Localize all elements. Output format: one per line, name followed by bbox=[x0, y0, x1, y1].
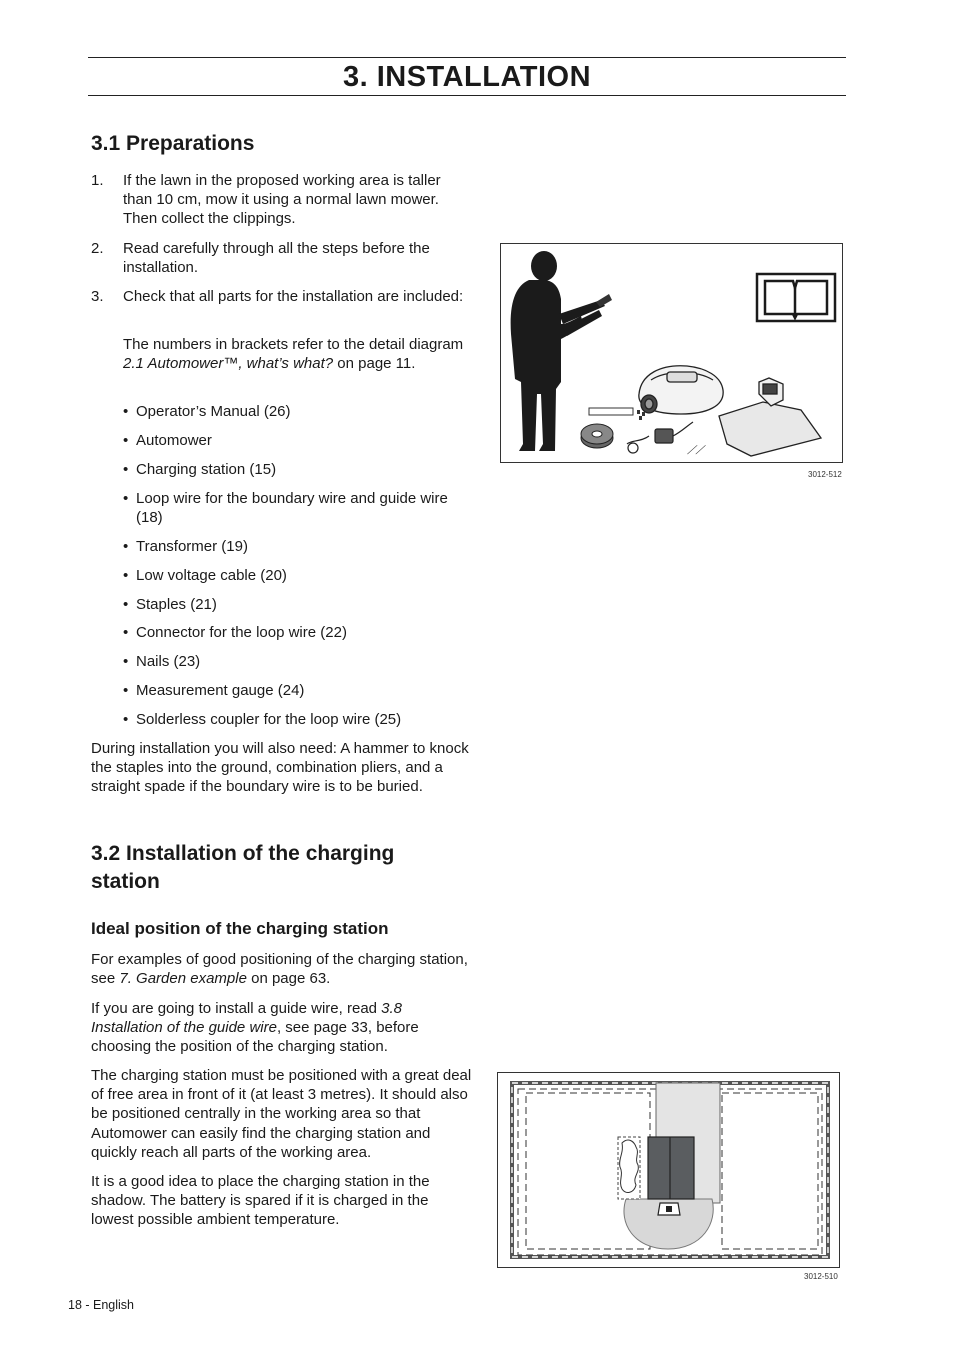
working-area-diagram bbox=[498, 1073, 839, 1267]
parts-list-item bbox=[123, 595, 473, 614]
bullet-icon: • bbox=[123, 538, 129, 555]
bullet-icon: • bbox=[123, 490, 129, 507]
parts-list-item bbox=[123, 460, 473, 479]
parts-list-item bbox=[123, 489, 473, 527]
bullet-icon: • bbox=[123, 682, 129, 699]
detail-diagram-note: The numbers in brackets refer to the detail diagram 2.1 Automower™, what’s what? on page 11. bbox=[123, 336, 464, 373]
parts-list-item bbox=[123, 652, 473, 671]
paragraph-garden-example: For examples of good positioning of the charging station, see 7. Garden example on page 63. bbox=[91, 951, 468, 988]
wire-spool-icon bbox=[581, 424, 613, 448]
parts-list-item-text: Nails (23) bbox=[136, 653, 201, 670]
section-heading-preparations: 3.1 Preparations bbox=[91, 132, 255, 155]
paragraph-free-area: The charging station must be positioned with a great deal of free area in front of it (at least 3 metres). It should also be positioned centrally in the working area so that Automower can easily find the charging station and quickly reach all parts of the working area. bbox=[91, 1067, 472, 1161]
cross-reference: 2.1 Automower™, what’s what? bbox=[123, 355, 334, 373]
bullet-icon: • bbox=[123, 461, 129, 478]
cross-reference: 7. Garden example bbox=[119, 970, 247, 988]
parts-list-item bbox=[123, 566, 473, 585]
gauge-mark-icon: ⟋⟋ bbox=[687, 443, 704, 457]
parts-list-item-text: Connector for the loop wire (22) bbox=[136, 624, 347, 641]
figure-code: 3012-510 bbox=[804, 1272, 838, 1281]
parts-list-item-text: Loop wire for the boundary wire and guide wire (18) bbox=[136, 490, 448, 527]
parts-list-item-text: Automower bbox=[136, 432, 212, 449]
paragraph-shadow: It is a good idea to place the charging station in the shadow. The battery is spared if it is charged in the lowest possible ambient temperature. bbox=[91, 1173, 430, 1229]
chapter-title: 3. INSTALLATION bbox=[342, 61, 592, 93]
person-silhouette-icon bbox=[511, 251, 605, 451]
parts-list-item-text: Transformer (19) bbox=[136, 538, 248, 555]
tools-paragraph: During installation you will also need: A hammer to knock the staples into the ground, combination pliers, and a straight spade if the boundary wire is to be buried. bbox=[91, 740, 469, 796]
step-item bbox=[91, 239, 473, 277]
parts-list-item-text: Low voltage cable (20) bbox=[136, 567, 287, 584]
paragraph-guide-wire: If you are going to install a guide wire, read 3.8 Installation of the guide wire, see page 33, before choosing the position of the charging station. bbox=[91, 1000, 419, 1056]
bullet-icon: • bbox=[123, 711, 129, 728]
bush-icon bbox=[618, 1137, 640, 1199]
parts-list-item bbox=[123, 431, 473, 450]
step-text: If the lawn in the proposed working area is taller than 10 cm, mow it using a normal lawn mower. Then collect the clippings. bbox=[123, 172, 441, 228]
figure-code: 3012-512 bbox=[808, 470, 842, 479]
figure-charging-station-position bbox=[497, 1072, 840, 1268]
header-bottom-rule bbox=[88, 95, 846, 96]
measurement-gauge-icon bbox=[589, 408, 633, 415]
subheading-ideal-position: Ideal position of the charging station bbox=[91, 919, 389, 938]
parts-list-item-text: Charging station (15) bbox=[136, 461, 277, 478]
parts-list-item bbox=[123, 681, 473, 700]
bullet-icon: • bbox=[123, 624, 129, 641]
installation-parts-illustration bbox=[501, 244, 842, 462]
bullet-icon: • bbox=[123, 432, 129, 449]
automower-icon bbox=[639, 366, 723, 414]
cross-reference: 3.8 Installation of the guide wire bbox=[91, 1000, 403, 1037]
transformer-icon bbox=[627, 422, 693, 453]
step-text: Check that all parts for the installation are included: bbox=[123, 288, 464, 305]
automower-icon bbox=[658, 1203, 680, 1215]
step-number: 3. bbox=[91, 288, 104, 305]
step-text: Read carefully through all the steps before the installation. bbox=[123, 240, 430, 277]
parts-list-item-text: Operator’s Manual (26) bbox=[136, 403, 291, 420]
bullet-icon: • bbox=[123, 596, 129, 613]
parts-list-item bbox=[123, 710, 473, 729]
parts-list-item bbox=[123, 402, 473, 421]
page-footer: 18 - English bbox=[68, 1298, 135, 1312]
step-item bbox=[91, 287, 473, 306]
bullet-icon: • bbox=[123, 567, 129, 584]
parts-list-item-text: Staples (21) bbox=[136, 596, 217, 613]
step-number: 1. bbox=[91, 172, 104, 189]
step-number: 2. bbox=[91, 240, 104, 257]
parts-list-item-text: Measurement gauge (24) bbox=[136, 682, 305, 699]
bullet-icon: • bbox=[123, 653, 129, 670]
parts-list-item-text: Solderless coupler for the loop wire (25) bbox=[136, 711, 402, 728]
bullet-icon: • bbox=[123, 403, 129, 420]
charging-station-icon bbox=[719, 378, 821, 456]
figure-installation-parts bbox=[500, 243, 843, 463]
operator-manual-icon bbox=[757, 274, 835, 321]
step-item bbox=[91, 171, 473, 229]
charging-station-icon bbox=[648, 1137, 694, 1199]
parts-list-item bbox=[123, 537, 473, 556]
parts-list-item bbox=[123, 623, 473, 642]
section-heading-charging-station: 3.2 Installation of the charging station bbox=[91, 842, 395, 893]
